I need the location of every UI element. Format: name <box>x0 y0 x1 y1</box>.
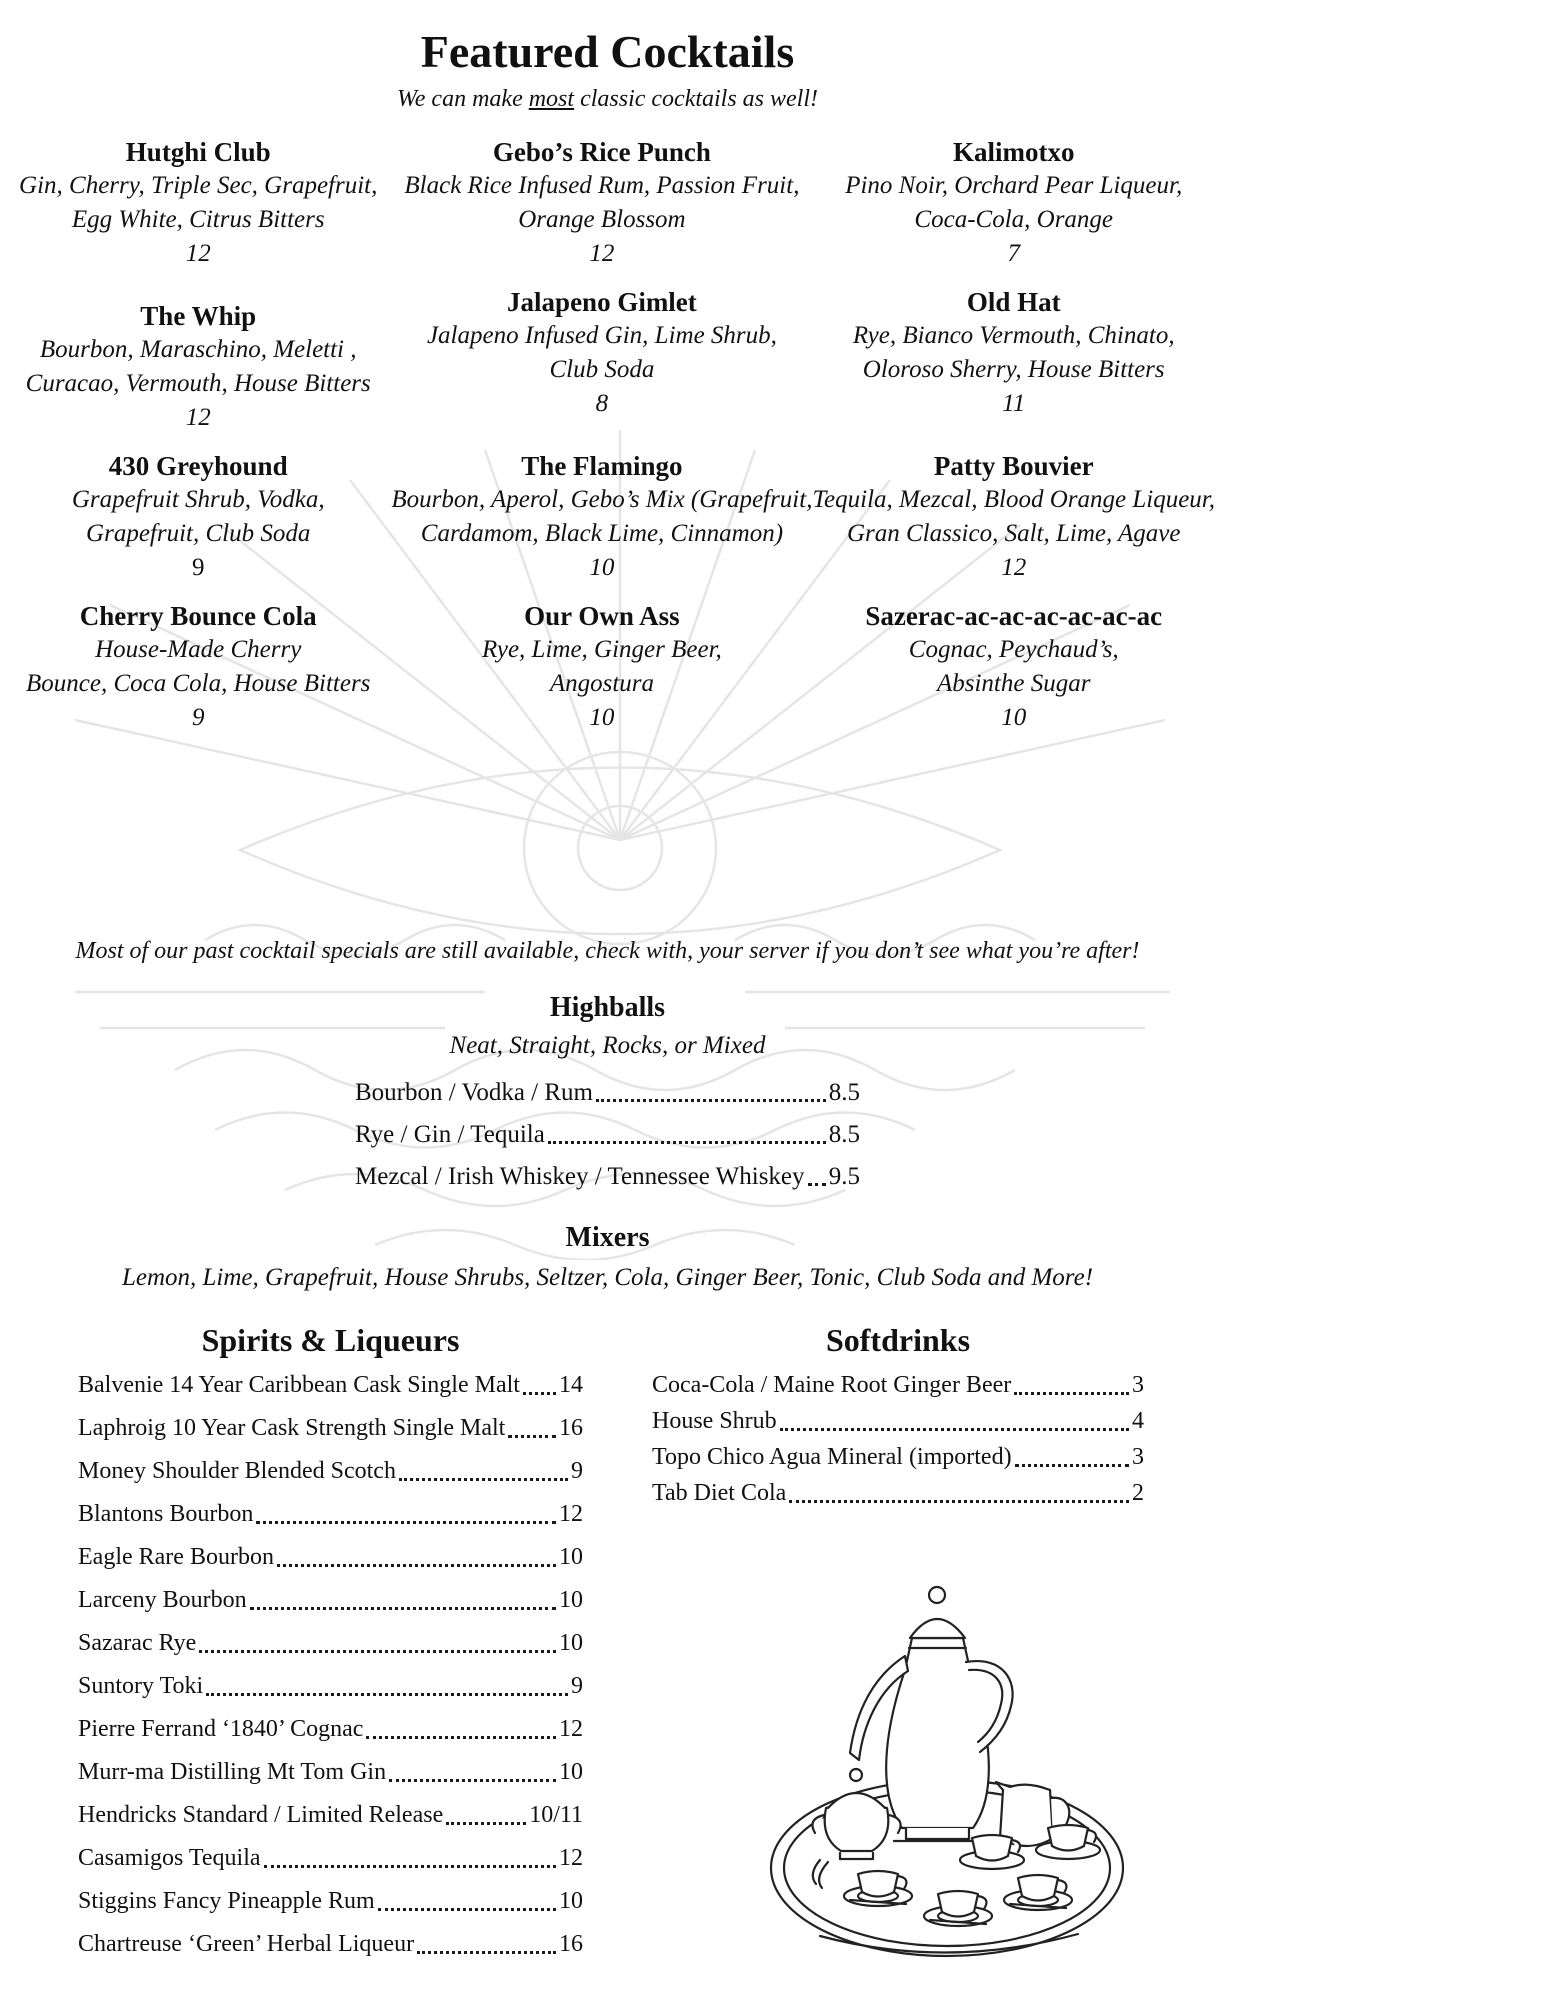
softdrink-name: Topo Chico Agua Mineral (imported) <box>652 1444 1012 1470</box>
dot-leader <box>1015 1464 1129 1467</box>
featured-cocktails-grid <box>5 136 1215 734</box>
spirit-name: Hendricks Standard / Limited Release <box>78 1802 444 1828</box>
cocktail-card <box>812 286 1215 434</box>
highball-name: Rye / Gin / Tequila <box>355 1121 545 1148</box>
spirit-name: Chartreuse ‘Green’ Herbal Liqueur <box>78 1931 415 1957</box>
subtitle-underlined-word: most <box>528 86 575 112</box>
dot-leader <box>366 1736 556 1739</box>
dot-leader <box>206 1693 568 1696</box>
highball-price-row <box>355 1078 860 1107</box>
spirit-name: Balvenie 14 Year Caribbean Cask Single Malt <box>78 1372 520 1398</box>
spirit-price: 9 <box>571 1673 583 1699</box>
cocktail-card <box>5 136 391 270</box>
spirit-name: Stiggins Fancy Pineapple Rum <box>78 1888 375 1914</box>
softdrink-price-row <box>652 1479 1144 1508</box>
spirits-section <box>78 1322 583 1973</box>
cocktail-ingredients-line1: Cognac, Peychaud’s, <box>908 636 1119 663</box>
cocktail-name: 430 Greyhound <box>108 451 288 481</box>
spirit-price: 10 <box>559 1630 583 1656</box>
cocktail-card <box>391 450 812 584</box>
highball-price: 8.5 <box>828 1079 860 1106</box>
cocktail-price: 7 <box>1007 240 1020 267</box>
cocktail-ingredients-line1: Grapefruit Shrub, Vodka, <box>71 486 325 513</box>
highball-price-row <box>355 1120 860 1149</box>
softdrink-name: Coca-Cola / Maine Root Ginger Beer <box>652 1372 1012 1398</box>
cocktail-card <box>812 136 1215 270</box>
cocktail-price: 12 <box>589 240 615 267</box>
tea-service-illustration <box>760 1538 1135 1973</box>
spirit-price: 16 <box>559 1931 583 1957</box>
spirit-name: Larceny Bourbon <box>78 1587 247 1613</box>
dot-leader <box>277 1564 556 1567</box>
menu-header <box>0 26 1215 113</box>
cocktail-ingredients-line2: Coca-Cola, Orange <box>914 206 1114 233</box>
cocktail-price: 12 <box>185 404 211 431</box>
spirit-price-row <box>78 1371 583 1400</box>
cocktail-name: Hutghi Club <box>125 137 271 167</box>
highballs-title: Highballs <box>549 992 666 1023</box>
spirit-price: 10 <box>559 1759 583 1785</box>
spirit-price-row <box>78 1801 583 1830</box>
spirit-price: 10 <box>559 1888 583 1914</box>
spirit-price: 14 <box>559 1372 583 1398</box>
spirit-price: 12 <box>559 1716 583 1742</box>
cocktail-card <box>5 600 391 734</box>
cocktail-ingredients-line2: Grapefruit, Club Soda <box>86 520 311 547</box>
spirit-price-row <box>78 1414 583 1443</box>
spirit-price-row <box>78 1629 583 1658</box>
cocktail-name: Jalapeno Gimlet <box>507 287 697 317</box>
spirit-name: Sazarac Rye <box>78 1630 197 1656</box>
cocktail-price: 10 <box>589 704 615 731</box>
dot-leader <box>250 1607 556 1610</box>
cocktail-ingredients-line1: Bourbon, Aperol, Gebo’s Mix (Grapefruit, <box>391 486 813 513</box>
softdrink-price: 4 <box>1132 1408 1144 1434</box>
spirit-price-row <box>78 1586 583 1615</box>
eye-outline <box>240 752 1000 944</box>
highball-name: Bourbon / Vodka / Rum <box>355 1079 593 1106</box>
page-subtitle <box>0 86 1215 113</box>
cocktail-ingredients-line2: Orange Blossom <box>518 206 686 233</box>
spirit-name: Blantons Bourbon <box>78 1501 254 1527</box>
cocktail-name: Patty Bouvier <box>933 451 1094 481</box>
softdrink-name: House Shrub <box>652 1408 777 1434</box>
spirit-price: 16 <box>559 1415 583 1441</box>
spirit-name: Murr-ma Distilling Mt Tom Gin <box>78 1759 387 1785</box>
cocktail-price: 11 <box>1002 390 1026 417</box>
highball-price: 8.5 <box>828 1121 860 1148</box>
spirit-price-row <box>78 1672 583 1701</box>
cocktail-name: Sazerac-ac-ac-ac-ac-ac-ac <box>865 601 1163 631</box>
cocktail-price: 9 <box>191 554 205 581</box>
spirit-name: Eagle Rare Bourbon <box>78 1544 274 1570</box>
dot-leader <box>523 1392 556 1395</box>
spirit-price-row <box>78 1758 583 1787</box>
spirit-price-row <box>78 1715 583 1744</box>
cocktail-name: Old Hat <box>966 287 1061 317</box>
spirit-price: 10 <box>559 1544 583 1570</box>
cocktail-ingredients-line1: Pino Noir, Orchard Pear Liqueur, <box>845 172 1183 199</box>
cocktail-ingredients-line1: Black Rice Infused Rum, Passion Fruit, <box>404 172 800 199</box>
cocktail-ingredients-line2: Club Soda <box>549 356 655 383</box>
spirit-price-row <box>78 1457 583 1486</box>
highballs-price-list <box>355 1078 860 1191</box>
dot-leader <box>378 1908 556 1911</box>
cocktail-ingredients-line2: Angostura <box>549 670 655 697</box>
spirit-price: 10 <box>559 1587 583 1613</box>
highballs-subtitle: Neat, Straight, Rocks, or Mixed <box>449 1032 766 1059</box>
spirits-price-list <box>78 1371 583 1959</box>
cocktail-price: 8 <box>595 390 609 417</box>
softdrink-price-row <box>652 1371 1144 1400</box>
cocktail-ingredients-line1: Tequila, Mezcal, Blood Orange Liqueur, <box>812 486 1215 513</box>
cocktail-name: The Whip <box>140 301 257 331</box>
subtitle-pre: We can make <box>396 86 529 112</box>
cocktail-price: 12 <box>1001 554 1027 581</box>
cocktail-card <box>391 286 812 434</box>
cocktail-price: 12 <box>185 240 211 267</box>
cocktail-card <box>812 450 1215 584</box>
cocktail-ingredients-line2: Oloroso Sherry, House Bitters <box>862 356 1165 383</box>
cocktail-card <box>812 600 1215 734</box>
cocktail-ingredients-line2: Bounce, Coca Cola, House Bitters <box>26 670 371 697</box>
spirit-name: Pierre Ferrand ‘1840’ Cognac <box>78 1716 364 1742</box>
highballs-section <box>0 992 1215 1204</box>
mixers-title: Mixers <box>565 1222 650 1253</box>
cocktail-ingredients-line1: Gin, Cherry, Triple Sec, Grapefruit, <box>19 172 378 199</box>
spirit-name: Laphroig 10 Year Cask Strength Single Malt <box>78 1415 506 1441</box>
cocktail-name: Gebo’s Rice Punch <box>492 137 711 167</box>
spirit-name: Suntory Toki <box>78 1673 204 1699</box>
cocktail-ingredients-line2: Gran Classico, Salt, Lime, Agave <box>846 520 1181 547</box>
spirit-price: 10/11 <box>529 1802 583 1828</box>
dot-leader <box>1014 1392 1129 1395</box>
cocktail-ingredients-line2: Cardamom, Black Lime, Cinnamon) <box>420 520 784 547</box>
spirit-price: 12 <box>559 1845 583 1871</box>
cocktail-name: Kalimotxo <box>952 137 1075 167</box>
dot-leader <box>446 1822 526 1825</box>
dot-leader <box>417 1951 556 1954</box>
page-title: Featured Cocktails <box>420 26 795 77</box>
cocktail-card <box>391 600 812 734</box>
spirit-price-row <box>78 1930 583 1959</box>
softdrink-price: 2 <box>1132 1480 1144 1506</box>
spirit-price: 9 <box>571 1458 583 1484</box>
cocktail-name: Our Own Ass <box>524 601 680 631</box>
spirit-name: Casamigos Tequila <box>78 1845 261 1871</box>
highball-name: Mezcal / Irish Whiskey / Tennessee Whiskey <box>355 1163 805 1190</box>
dot-leader <box>399 1478 568 1481</box>
softdrinks-title: Softdrinks <box>825 1322 971 1358</box>
softdrink-price: 3 <box>1132 1444 1144 1470</box>
past-specials-note: Most of our past cocktail specials are still available, check with, your server if you don’t see what you’re after! <box>75 938 1140 964</box>
cocktail-ingredients-line2: Absinthe Sugar <box>936 670 1091 697</box>
highball-price-row <box>355 1162 860 1191</box>
spirits-title: Spirits & Liqueurs <box>201 1322 460 1358</box>
softdrink-price-row <box>652 1407 1144 1436</box>
dot-leader <box>780 1428 1129 1431</box>
cocktail-ingredients-line1: Rye, Bianco Vermouth, Chinato, <box>852 322 1175 349</box>
spirit-price-row <box>78 1543 583 1572</box>
cocktail-ingredients-line1: Rye, Lime, Ginger Beer, <box>482 636 722 663</box>
softdrink-price-row <box>652 1443 1144 1472</box>
spirit-price-row <box>78 1887 583 1916</box>
cocktail-ingredients-line2: Egg White, Citrus Bitters <box>71 206 325 233</box>
cocktail-card <box>391 136 812 270</box>
cocktail-ingredients-line2: Curacao, Vermouth, House Bitters <box>25 370 371 397</box>
cocktail-price: 10 <box>1001 704 1027 731</box>
spirit-price: 12 <box>559 1501 583 1527</box>
spirit-name: Money Shoulder Blended Scotch <box>78 1458 396 1484</box>
cocktail-name: The Flamingo <box>521 451 683 481</box>
softdrinks-section <box>652 1322 1144 1515</box>
cocktail-card <box>5 450 391 584</box>
mixers-text: Lemon, Lime, Grapefruit, House Shrubs, Seltzer, Cola, Ginger Beer, Tonic, Club Soda and More! <box>121 1264 1094 1291</box>
subtitle-post: classic cocktails as well! <box>574 86 819 112</box>
highball-price: 9.5 <box>828 1163 860 1190</box>
softdrinks-price-list <box>652 1371 1144 1508</box>
dot-leader <box>808 1183 826 1186</box>
dot-leader <box>199 1650 556 1653</box>
dot-leader <box>508 1435 556 1438</box>
cocktail-ingredients-line1: Jalapeno Infused Gin, Lime Shrub, <box>426 322 777 349</box>
dot-leader <box>264 1865 556 1868</box>
dot-leader <box>256 1521 556 1524</box>
spirit-price-row <box>78 1500 583 1529</box>
dot-leader <box>389 1779 556 1782</box>
softdrink-price: 3 <box>1132 1372 1144 1398</box>
sugar-tongs <box>813 1860 828 1888</box>
dot-leader <box>548 1141 826 1144</box>
cocktail-ingredients-line1: Bourbon, Maraschino, Meletti , <box>39 336 357 363</box>
spirit-price-row <box>78 1844 583 1873</box>
cocktail-price: 9 <box>191 704 205 731</box>
cocktail-name: Cherry Bounce Cola <box>79 601 317 631</box>
mixers-section <box>0 1222 1215 1292</box>
softdrink-name: Tab Diet Cola <box>652 1480 787 1506</box>
cocktail-ingredients-line1: House-Made Cherry <box>95 636 302 663</box>
cocktail-price: 10 <box>589 554 615 581</box>
dot-leader <box>789 1500 1129 1503</box>
cocktail-card <box>5 300 391 434</box>
dot-leader <box>596 1099 826 1102</box>
